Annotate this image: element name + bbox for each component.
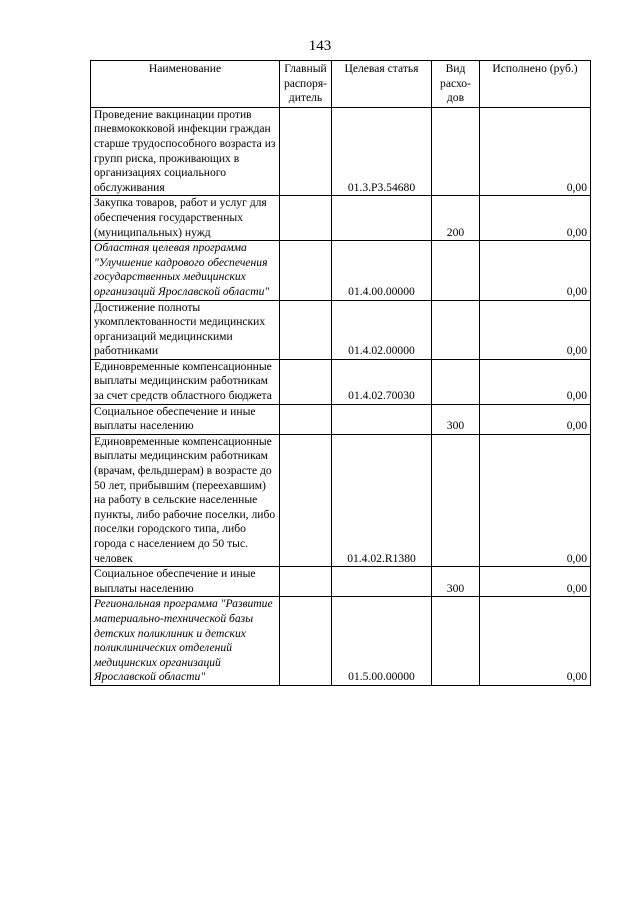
header-row [91, 61, 591, 108]
header-target-article: Целевая статья [332, 61, 432, 108]
table-row [91, 567, 591, 597]
budget-table [90, 60, 591, 686]
row-expense-type-cell [432, 359, 480, 404]
row-name-cell: Областная целевая программа "Улучшение кадрового обеспечения государственных медицинских организаций Ярославской области" [91, 241, 280, 300]
row-target-article-cell: 01.4.00.00000 [332, 241, 432, 300]
table-header [91, 61, 591, 108]
row-main-manager-cell [280, 404, 332, 434]
row-main-manager-cell [280, 597, 332, 686]
row-expense-type-cell [432, 434, 480, 566]
row-executed-cell: 0,00 [480, 404, 591, 434]
row-name-cell: Социальное обеспечение и иные выплаты населению [91, 567, 280, 597]
row-target-article-cell [332, 196, 432, 241]
row-main-manager-cell [280, 241, 332, 300]
header-executed: Исполнено (руб.) [480, 61, 591, 108]
header-main-manager: Главный распоря-дитель [280, 61, 332, 108]
row-target-article-cell [332, 404, 432, 434]
table-row [91, 300, 591, 359]
table-row [91, 241, 591, 300]
table-row [91, 196, 591, 241]
row-target-article-cell: 01.4.02.00000 [332, 300, 432, 359]
row-main-manager-cell [280, 300, 332, 359]
row-target-article-cell: 01.4.02.R1380 [332, 434, 432, 566]
row-executed-cell: 0,00 [480, 300, 591, 359]
row-main-manager-cell [280, 107, 332, 196]
row-main-manager-cell [280, 567, 332, 597]
row-name-cell: Региональная программа "Развитие материально-технической базы детских поликлиник и детских поликлинических отделений медицинских организаций Ярославской области" [91, 597, 280, 686]
row-name-cell: Единовременные компенсационные выплаты медицинским работникам за счет средств областного бюджета [91, 359, 280, 404]
table-row [91, 434, 591, 566]
row-executed-cell: 0,00 [480, 434, 591, 566]
row-target-article-cell [332, 567, 432, 597]
row-executed-cell: 0,00 [480, 359, 591, 404]
row-main-manager-cell [280, 434, 332, 566]
table-body [91, 107, 591, 685]
header-expense-type: Вид расхо-дов [432, 61, 480, 108]
page-number: 143 [308, 38, 332, 54]
table-row [91, 107, 591, 196]
row-name-cell: Проведение вакцинации против пневмококковой инфекции граждан старше трудоспособного возраста из групп риска, проживающих в организациях социального обслуживания [91, 107, 280, 196]
row-executed-cell: 0,00 [480, 107, 591, 196]
row-name-cell: Социальное обеспечение и иные выплаты населению [91, 404, 280, 434]
row-target-article-cell: 01.4.02.70030 [332, 359, 432, 404]
row-name-cell: Закупка товаров, работ и услуг для обеспечения государственных (муниципальных) нужд [91, 196, 280, 241]
row-target-article-cell: 01.5.00.00000 [332, 597, 432, 686]
row-expense-type-cell [432, 107, 480, 196]
row-expense-type-cell: 300 [432, 404, 480, 434]
header-name: Наименование [91, 61, 280, 108]
row-executed-cell: 0,00 [480, 196, 591, 241]
row-executed-cell: 0,00 [480, 241, 591, 300]
row-main-manager-cell [280, 359, 332, 404]
table-row [91, 359, 591, 404]
row-expense-type-cell [432, 241, 480, 300]
row-name-cell: Достижение полноты укомплектованности медицинских организаций медицинскими работниками [91, 300, 280, 359]
row-target-article-cell: 01.3.P3.54680 [332, 107, 432, 196]
row-expense-type-cell [432, 597, 480, 686]
row-executed-cell: 0,00 [480, 567, 591, 597]
row-expense-type-cell: 200 [432, 196, 480, 241]
row-executed-cell: 0,00 [480, 597, 591, 686]
row-expense-type-cell: 300 [432, 567, 480, 597]
row-name-cell: Единовременные компенсационные выплаты медицинским работникам (врачам, фельдшерам) в возрасте до 50 лет, прибывшим (переехавшим) на работу в сельские населенные пункты, либо рабочие поселки, либо поселки городского типа, либо города с населением до 50 тыс. человек [91, 434, 280, 566]
table-row [91, 597, 591, 686]
row-main-manager-cell [280, 196, 332, 241]
row-expense-type-cell [432, 300, 480, 359]
table-row [91, 404, 591, 434]
